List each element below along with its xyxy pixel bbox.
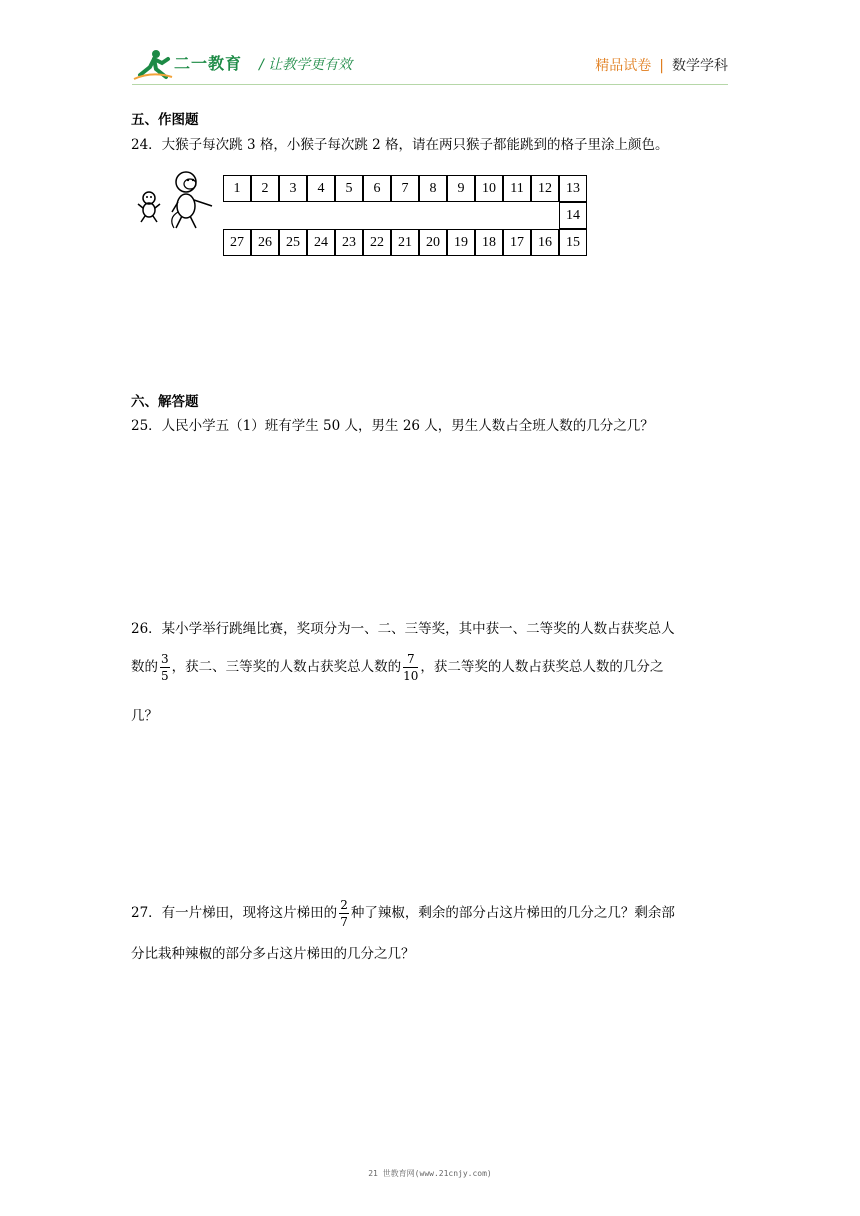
question-26-line1: 26．某小学举行跳绳比赛，奖项分为一、二、三等奖，其中获一、二等奖的人数占获奖总人 <box>131 621 675 637</box>
big-monkey-icon <box>166 168 218 232</box>
subject-label: 数学学科 <box>672 58 728 74</box>
page-header <box>132 45 728 85</box>
header-separator: | <box>659 58 664 74</box>
fraction-denominator: 5 <box>161 669 169 683</box>
brand-name: 二一教育 <box>174 54 243 73</box>
fraction-numerator: 2 <box>340 898 348 912</box>
grid-cell-26[interactable]: 26 <box>251 229 279 256</box>
grid-cell-15[interactable]: 15 <box>559 229 587 256</box>
grid-cell-23[interactable]: 23 <box>335 229 363 256</box>
question-24: 24．大猴子每次跳 3 格，小猴子每次跳 2 格，请在两只猴子都能跳到的格子里涂上颜色。 <box>131 137 669 153</box>
grid-cell-22[interactable]: 22 <box>363 229 391 256</box>
section-title-drawing: 五、作图题 <box>131 112 199 128</box>
grid-cell-21[interactable]: 21 <box>391 229 419 256</box>
grid-cell-25[interactable]: 25 <box>279 229 307 256</box>
grid-cell-10[interactable]: 10 <box>475 175 503 202</box>
grid-cell-14[interactable]: 14 <box>559 202 587 229</box>
grid-cell-24[interactable]: 24 <box>307 229 335 256</box>
question-26-line2 <box>131 652 731 682</box>
grid-cell-1[interactable]: 1 <box>223 175 251 202</box>
grid-cell-2[interactable]: 2 <box>251 175 279 202</box>
grid-cell-3[interactable]: 3 <box>279 175 307 202</box>
page-footer: 21 世教育网(www.21cnjy.com) <box>368 1169 492 1178</box>
grid-cell-12[interactable]: 12 <box>531 175 559 202</box>
fraction-3-5 <box>160 653 170 682</box>
grid-cell-4[interactable]: 4 <box>307 175 335 202</box>
header-tags <box>595 55 728 75</box>
question-26-seg2: ，获二、三等奖的人数占获奖总人数的 <box>171 659 402 675</box>
grid-cell-6[interactable]: 6 <box>363 175 391 202</box>
grid-cell-16[interactable]: 16 <box>531 229 559 256</box>
fraction-2-7 <box>339 899 349 928</box>
grid-cell-13[interactable]: 13 <box>559 175 587 202</box>
question-25: 25．人民小学五（1）班有学生 50 人，男生 26 人，男生人数占全班人数的几分之几？ <box>131 418 654 434</box>
question-27-seg2: 种了辣椒，剩余的部分占这片梯田的几分之几？剩余部 <box>350 905 675 921</box>
question-27-line1 <box>131 898 731 928</box>
section-title-answer: 六、解答题 <box>131 394 199 410</box>
grid-cell-5[interactable]: 5 <box>335 175 363 202</box>
grid-cell-7[interactable]: 7 <box>391 175 419 202</box>
grid-cell-11[interactable]: 11 <box>503 175 531 202</box>
fraction-denominator: 10 <box>403 669 419 683</box>
question-26-seg1: 数的 <box>131 659 158 675</box>
grid-cell-17[interactable]: 17 <box>503 229 531 256</box>
product-label: 精品试卷 <box>595 58 652 74</box>
small-monkey-icon <box>135 190 163 224</box>
question-26-line3: 几？ <box>131 708 158 724</box>
grid-cell-27[interactable]: 27 <box>223 229 251 256</box>
grid-cell-19[interactable]: 19 <box>447 229 475 256</box>
grid-cell-8[interactable]: 8 <box>419 175 447 202</box>
fraction-7-10 <box>403 653 418 682</box>
brand-slogan: / 让教学更有效 <box>259 57 353 73</box>
fraction-denominator: 7 <box>340 915 348 929</box>
grid-cell-18[interactable]: 18 <box>475 229 503 256</box>
fraction-numerator: 3 <box>161 652 169 666</box>
question-27-seg1: 27．有一片梯田，现将这片梯田的 <box>131 905 338 921</box>
grid-cell-9[interactable]: 9 <box>447 175 475 202</box>
question-26-seg3: ，获二等奖的人数占获奖总人数的几分之 <box>420 659 664 675</box>
question-27-line2: 分比栽种辣椒的部分多占这片梯田的几分之几？ <box>131 946 415 962</box>
fraction-numerator: 7 <box>403 653 418 668</box>
grid-cell-20[interactable]: 20 <box>419 229 447 256</box>
header-divider <box>132 84 728 85</box>
